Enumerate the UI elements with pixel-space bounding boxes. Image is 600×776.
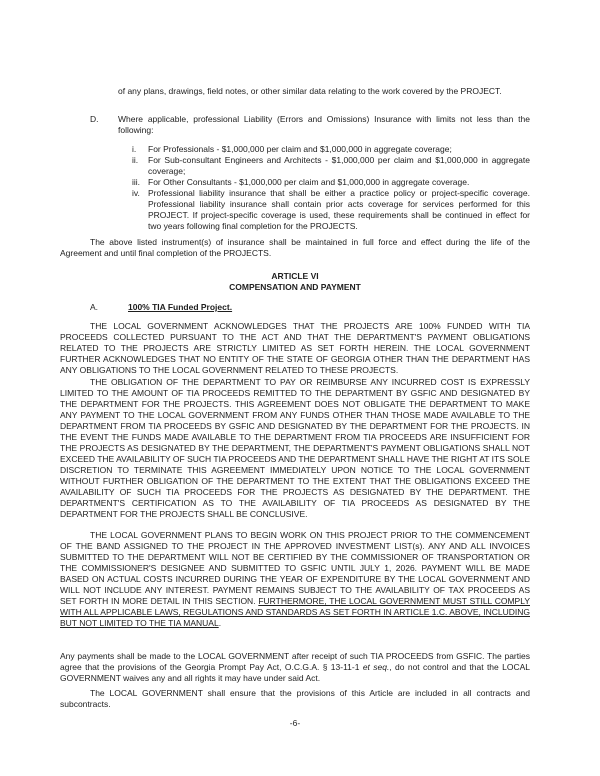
subitem-label: ii. <box>132 155 139 165</box>
period: . <box>218 618 222 628</box>
subitem-text: For Other Consultants - $1,000,000 per claim and $1,000,000 in aggregate coverage. <box>148 177 470 187</box>
work-schedule-text: THE LOCAL GOVERNMENT PLANS TO BEGIN WORK ON THIS PROJECT PRIOR TO THE COMMENCEMENT OF THE BAND ASSIGNED TO THE PROJECT IN THE APPROVED INVESTMENT LIST(s). ANY AND ALL INVOICES SUBMITTED TO THE DEPARTMENT WILL NOT BE CERTIFIED BY THE COMMISSIONER OF TRANSPORTATION OR THE COMMISSIONER'S DESIGNEE AND SUBMITTED TO GSFIC UNTIL JULY 1, 2026. PAYMENT WILL BE MADE BASED ON ACTUAL COSTS INCURRED DURING THE YEAR OF EXPENDITURE BY THE LOCAL GOVERNMENT AND WILL NOT INCLUDE ANY INTEREST. PAYMENT REMAINS SUBJECT TO THE AVAILABILITY OF TAX PROCEEDS AS SET FORTH IN MORE DETAIL IN THIS SECTION. <box>60 530 530 606</box>
obligation-paragraph: THE OBLIGATION OF THE DEPARTMENT TO PAY OR REIMBURSE ANY INCURRED COST IS EXPRESSLY LIMITED TO THE AMOUNT OF TIA PROCEEDS REMITTED TO THE DEPARTMENT BY GSFIC AND DESIGNATED BY THE DEPARTMENT FOR THE PROJECTS. THIS AGREEMENT DOES NOT OBLIGATE THE DEPARTMENT TO MAKE ANY PAYMENT TO THE LOCAL GOVERNMENT FROM ANY FUNDS OTHER THAN THOSE MADE AVAILABLE TO THE DEPARTMENT FROM TIA PROCEEDS BY GSFIC AND DESIGNATED BY THE DEPARTMENT FOR THE PROJECTS. IN THE EVENT THE FUNDS MADE AVAILABLE TO THE DEPARTMENT FROM TIA PROCEEDS ARE INSUFFICIENT FOR THE PROJECTS AS DESIGNATED BY THE DEPARTMENT, THE DEPARTMENT'S PAYMENT OBLIGATIONS SHALL NOT EXCEED THE AVAILABILITY OF SUCH TIA PROCEEDS AND THE DEPARTMENT SHALL HAVE THE RIGHT AT ITS SOLE DISCRETION TO TERMINATE THIS AGREEMENT IMMEDIATELY UPON NOTICE TO THE LOCAL GOVERNMENT WITHOUT FURTHER OBLIGATION OF THE DEPARTMENT TO THE EXTENT THAT THE OBLIGATIONS EXCEED THE AVAILABILITY OF SUCH TIA PROCEEDS FOR THE PROJECTS AS DESIGNATED BY THE DEPARTMENT. THE DEPARTMENT'S CERTIFICATION AS TO THE AVAILABILITY OF TIA PROCEEDS AS DESIGNATED BY THE DEPARTMENT FOR THE PROJECTS SHALL BE CONCLUSIVE. <box>60 377 530 519</box>
funding-acknowledgement-paragraph: THE LOCAL GOVERNMENT ACKNOWLEDGES THAT THE PROJECTS ARE 100% FUNDED WITH TIA PROCEEDS COLLECTED PURSUANT TO THE ACT AND THAT THE DEPARTMENT'S PAYMENT OBLIGATIONS RELATED TO THE PROJECTS ARE STRICTLY LIMITED AS SET FORTH HEREIN. THE LOCAL GOVERNMENT FURTHER ACKNOWLEDGES THAT NO ENTITY OF THE STATE OF GEORGIA OTHER THAN THE DEPARTMENT HAS ANY OBLIGATIONS TO THE LOCAL GOVERNMENT RELATED TO THESE PROJECTS. <box>60 321 530 375</box>
payments-text: Any payments shall be made to the LOCAL GOVERNMENT after receipt of such TIA PROCEEDS from GSFIC. The parties agree that the provisions of the Georgia Prompt Pay Act, O.C.G.A. § 13-11-1 <box>60 651 530 672</box>
section-a-label: A. <box>90 302 99 312</box>
section-a-title: 100% TIA Funded Project. <box>128 302 233 312</box>
article-title: COMPENSATION AND PAYMENT <box>229 282 361 292</box>
subitem-text: For Sub-consultant Engineers and Architects - $1,000,000 per claim and $1,000,000 in aggregate coverage; <box>148 155 530 176</box>
subitem-label: i. <box>132 144 137 154</box>
continued-paragraph: of any plans, drawings, field notes, or other similar data relating to the work covered by the PROJECT. <box>118 86 502 96</box>
payments-paragraph <box>60 651 530 684</box>
compliance-underlined-text: FURTHERMORE, THE LOCAL GOVERNMENT MUST STILL COMPLY WITH ALL APPLICABLE LAWS, REGULATIONS AND STANDARDS AS SET FORTH IN ARTICLE 1.C. ABOVE, INCLUDING BUT NOT LIMITED TO THE TIA MANUAL <box>60 596 530 628</box>
provisions-paragraph: The LOCAL GOVERNMENT shall ensure that the provisions of this Article are included in all contracts and subcontracts. <box>60 688 530 709</box>
item-d-label: D. <box>90 114 99 124</box>
subitem-text: For Professionals - $1,000,000 per claim and $1,000,000 in aggregate coverage; <box>148 144 452 154</box>
work-schedule-paragraph <box>60 530 530 629</box>
subitem-text: Professional liability insurance that shall be either a practice policy or project-specific coverage. Professional liability insurance shall contain prior acts coverage for services performed for this PROJECT. If project-specific coverage is used, these requirements shall be continued in effect for two years following final completion for the PROJECTS. <box>148 188 530 231</box>
subitem-label: iii. <box>132 177 141 187</box>
insurance-maintenance-paragraph: The above listed instrument(s) of insurance shall be maintained in full force and effect during the life of the Agreement and until final completion of the PROJECTS. <box>60 237 530 258</box>
payments-text-end: , do not control and that the LOCAL GOVERNMENT waives any and all rights it may have under said Act. <box>60 662 530 683</box>
subitem-label: iv. <box>132 188 140 198</box>
page-number: -6- <box>289 718 301 728</box>
item-d-text: Where applicable, professional Liability (Errors and Omissions) Insurance with limits not less than the following: <box>118 114 530 135</box>
et-seq-italic: et seq. <box>362 662 390 672</box>
article-number: ARTICLE VI <box>271 271 319 281</box>
